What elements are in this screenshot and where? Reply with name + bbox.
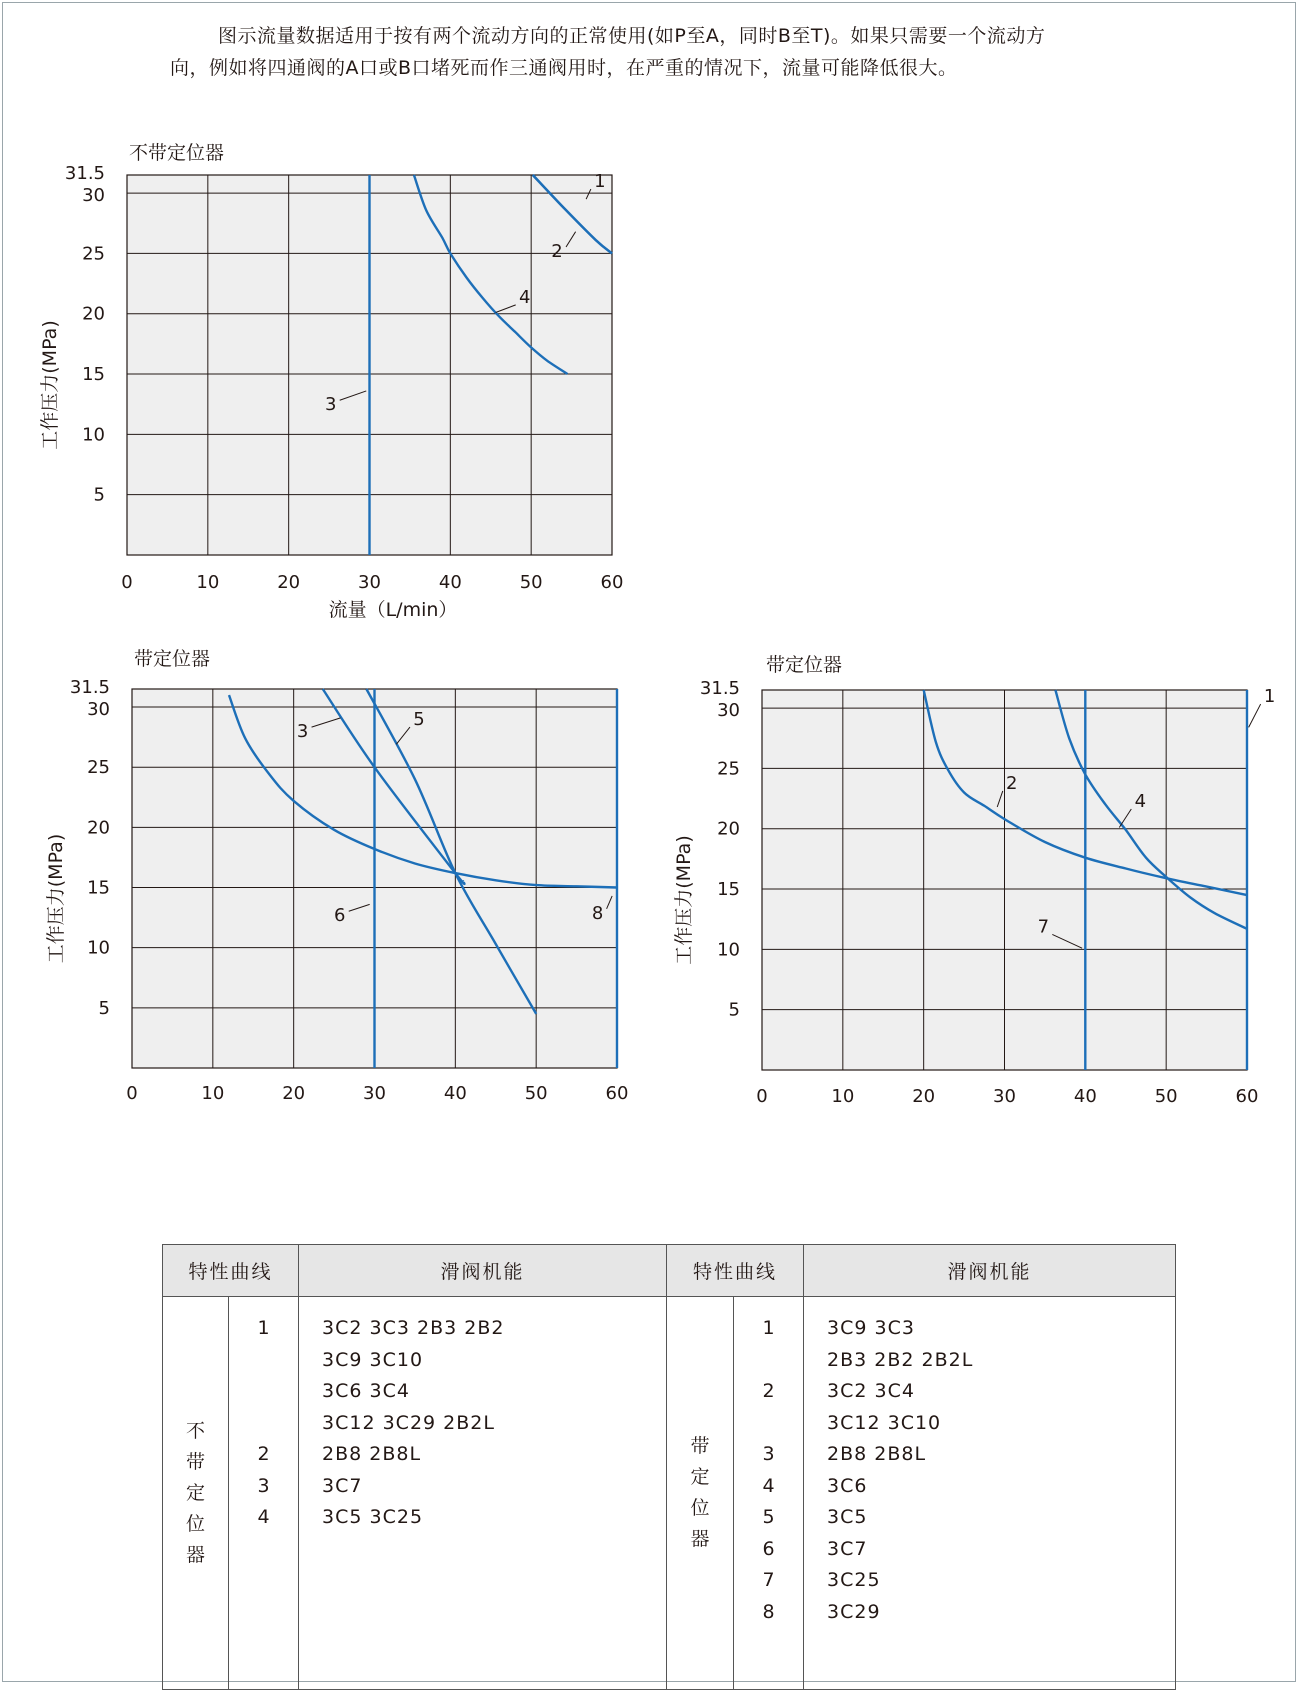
x-tick-label: 30 bbox=[363, 1083, 386, 1104]
header-function-left: 滑阀机能 bbox=[299, 1245, 667, 1297]
y-axis-label: 工作压力(MPa) bbox=[39, 320, 61, 450]
left-curve-numbers bbox=[229, 1297, 299, 1690]
y-tick-label: 5 bbox=[98, 997, 110, 1019]
group-char: 器 bbox=[690, 1528, 710, 1550]
function-entry: 3C6 bbox=[827, 1474, 868, 1497]
function-entry: 3C5 bbox=[827, 1506, 868, 1528]
group-with-positioner bbox=[667, 1297, 734, 1690]
curve-number bbox=[734, 1408, 803, 1440]
x-tick-label: 50 bbox=[519, 572, 543, 593]
group-no-positioner bbox=[163, 1297, 229, 1690]
x-axis-label: 流量（L/min） bbox=[328, 599, 458, 621]
x-tick-label: 10 bbox=[196, 572, 220, 593]
y-tick-label: 10 bbox=[87, 937, 110, 959]
chart-with-positioner-b bbox=[673, 678, 1275, 1107]
x-tick-label: 50 bbox=[524, 1083, 548, 1104]
group-char: 带 bbox=[690, 1435, 710, 1457]
curve-number: 2 bbox=[762, 1380, 775, 1402]
series-number-label: 3 bbox=[296, 721, 309, 743]
curve-number bbox=[229, 1376, 298, 1408]
header-curve-right: 特性曲线 bbox=[667, 1245, 804, 1297]
x-tick-label: 0 bbox=[121, 572, 133, 593]
series-number-label: 2 bbox=[1006, 772, 1018, 794]
x-tick-label: 40 bbox=[438, 572, 462, 593]
y-tick-label: 15 bbox=[717, 879, 740, 901]
x-tick-label: 0 bbox=[756, 1086, 768, 1107]
series-number-label: 4 bbox=[518, 286, 531, 308]
curve-number: 8 bbox=[762, 1600, 775, 1623]
function-entry: 3C7 bbox=[827, 1537, 868, 1560]
series-number-label: 1 bbox=[594, 171, 606, 193]
y-tick-label: 20 bbox=[717, 818, 740, 840]
function-entry: 3C25 bbox=[827, 1569, 881, 1591]
series-number-label: 6 bbox=[334, 905, 346, 927]
left-function-list bbox=[299, 1297, 667, 1690]
x-tick-label: 40 bbox=[443, 1083, 467, 1104]
header-curve-left: 特性曲线 bbox=[163, 1245, 299, 1297]
curve-number: 3 bbox=[762, 1443, 775, 1465]
y-tick-label: 31.5 bbox=[699, 678, 740, 699]
curve-number bbox=[734, 1345, 803, 1377]
series-number-label: 2 bbox=[551, 241, 563, 263]
curve-number: 1 bbox=[762, 1317, 775, 1339]
function-entry: 3C12 3C10 bbox=[827, 1411, 942, 1434]
x-tick-label: 60 bbox=[600, 572, 624, 593]
function-entry: 3C9 3C10 bbox=[322, 1348, 424, 1371]
curve-number: 6 bbox=[762, 1537, 775, 1560]
table-body-row bbox=[163, 1297, 1176, 1690]
curve-number: 5 bbox=[762, 1506, 775, 1528]
series-number-label: 3 bbox=[324, 394, 337, 416]
series-number-label: 7 bbox=[1037, 916, 1050, 938]
series-number-label: 4 bbox=[1134, 791, 1147, 813]
y-axis-label: 工作压力(MPa) bbox=[45, 833, 67, 964]
y-tick-label: 10 bbox=[717, 939, 740, 961]
x-tick-label: 0 bbox=[126, 1083, 138, 1104]
y-tick-label: 31.5 bbox=[64, 163, 105, 184]
curve-number: 4 bbox=[257, 1506, 270, 1528]
group-char: 带 bbox=[185, 1450, 205, 1473]
chart3-title: 带定位器 bbox=[766, 654, 843, 676]
curve-number: 4 bbox=[762, 1474, 775, 1497]
function-entry: 2B8 2B8L bbox=[827, 1443, 927, 1465]
y-tick-label: 5 bbox=[93, 484, 105, 506]
x-tick-label: 20 bbox=[282, 1083, 306, 1104]
curve-number: 3 bbox=[257, 1474, 270, 1497]
group-char: 位 bbox=[690, 1497, 710, 1519]
x-tick-label: 30 bbox=[358, 572, 381, 593]
y-tick-label: 25 bbox=[82, 243, 105, 265]
function-entry: 3C5 3C25 bbox=[322, 1506, 424, 1528]
table-header-row bbox=[163, 1245, 1176, 1297]
group-char: 器 bbox=[185, 1543, 205, 1566]
function-entry: 2B3 2B2 2B2L bbox=[827, 1348, 974, 1371]
chart1-title: 不带定位器 bbox=[129, 142, 225, 164]
y-tick-label: 15 bbox=[87, 877, 110, 899]
function-entry: 3C6 3C4 bbox=[322, 1380, 410, 1402]
y-tick-label: 20 bbox=[87, 817, 110, 839]
y-tick-label: 15 bbox=[82, 364, 105, 386]
chart2-title: 带定位器 bbox=[134, 648, 211, 670]
x-tick-label: 60 bbox=[1235, 1086, 1259, 1107]
chart-no-positioner bbox=[39, 163, 623, 621]
y-axis-label: 工作压力(MPa) bbox=[673, 835, 695, 965]
function-entry: 2B8 2B8L bbox=[322, 1443, 422, 1465]
x-tick-label: 40 bbox=[1073, 1086, 1097, 1107]
y-tick-label: 30 bbox=[82, 185, 105, 207]
y-tick-label: 5 bbox=[728, 999, 740, 1021]
curve-number: 2 bbox=[257, 1443, 270, 1465]
function-entry: 3C9 3C3 bbox=[827, 1317, 915, 1339]
y-tick-label: 10 bbox=[82, 424, 105, 446]
function-entry: 3C7 bbox=[322, 1474, 363, 1497]
group-char: 不 bbox=[185, 1419, 205, 1442]
y-tick-label: 20 bbox=[82, 303, 105, 325]
x-tick-label: 30 bbox=[993, 1086, 1016, 1107]
y-tick-label: 25 bbox=[87, 757, 110, 779]
x-tick-label: 50 bbox=[1154, 1086, 1178, 1107]
header-function-right: 滑阀机能 bbox=[804, 1245, 1176, 1297]
group-char: 定 bbox=[185, 1481, 205, 1504]
curve-number: 1 bbox=[257, 1317, 270, 1339]
curve-number bbox=[229, 1345, 298, 1377]
group-char: 位 bbox=[185, 1512, 205, 1535]
series-number-label: 1 bbox=[1263, 686, 1276, 708]
x-tick-label: 20 bbox=[912, 1086, 936, 1107]
series-number-label: 8 bbox=[591, 902, 604, 924]
y-tick-label: 30 bbox=[87, 699, 110, 721]
series-number-label: 5 bbox=[413, 709, 425, 731]
x-tick-label: 60 bbox=[605, 1083, 629, 1104]
y-tick-label: 31.5 bbox=[69, 677, 110, 698]
group-char: 定 bbox=[690, 1466, 710, 1488]
intro-text: 图示流量数据适用于按有两个流动方向的正常使用(如P至A，同时B至T)。如果只需要一个流动方向，例如将四通阀的A口或B口堵死而作三通阀用时，在严重的情况下，流量可能降低很大。 bbox=[170, 25, 1046, 79]
right-curve-numbers bbox=[734, 1297, 804, 1690]
function-entry: 3C2 3C3 2B3 2B2 bbox=[322, 1317, 505, 1339]
x-tick-label: 10 bbox=[201, 1083, 225, 1104]
function-entry: 3C29 bbox=[827, 1600, 881, 1623]
function-entry: 3C12 3C29 2B2L bbox=[322, 1411, 495, 1434]
series-leader-line bbox=[1249, 704, 1261, 727]
curve-number bbox=[229, 1408, 298, 1440]
x-tick-label: 10 bbox=[831, 1086, 855, 1107]
function-entry: 3C2 3C4 bbox=[827, 1380, 915, 1402]
chart-with-positioner-a bbox=[45, 677, 628, 1104]
function-table bbox=[162, 1244, 1176, 1690]
curve-number: 7 bbox=[762, 1569, 775, 1591]
y-tick-label: 30 bbox=[717, 700, 740, 722]
right-function-list bbox=[804, 1297, 1176, 1690]
y-tick-label: 25 bbox=[717, 758, 740, 780]
x-tick-label: 20 bbox=[277, 572, 301, 593]
